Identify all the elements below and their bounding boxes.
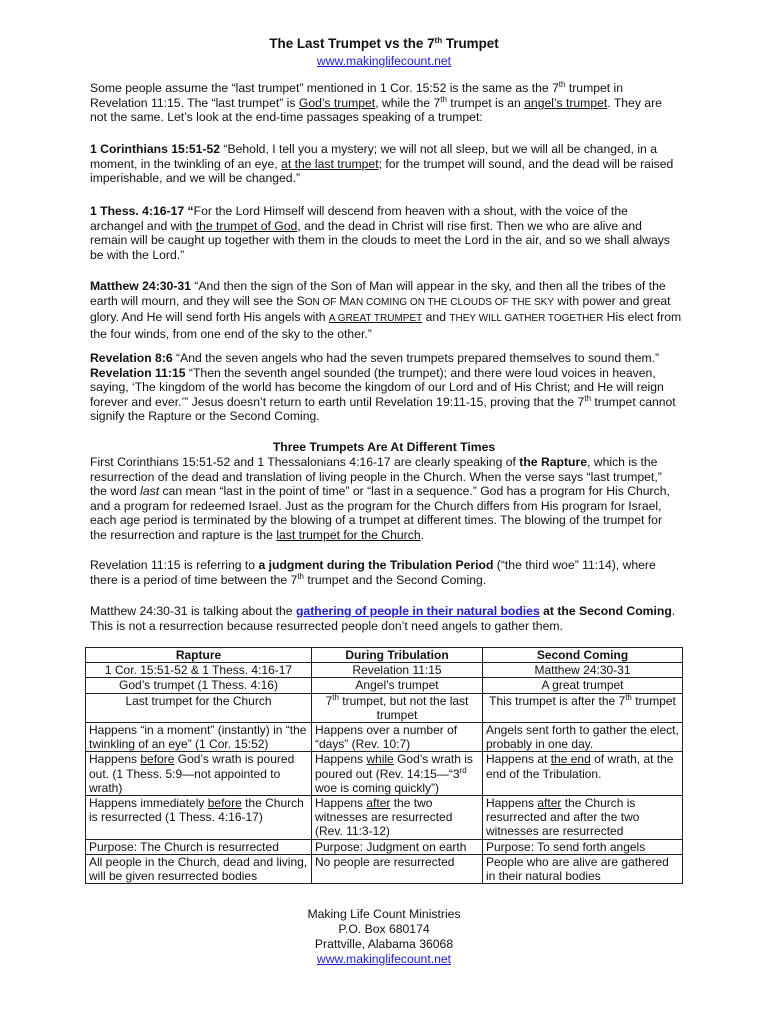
table-row (86, 678, 683, 693)
table-cell: No people are resurrected (312, 854, 483, 883)
header-second-coming: Second Coming (483, 648, 683, 663)
table-cell: Happens while God’s wrath is poured out (Rev. 14:15—“3rd woe is coming quickly”) (312, 752, 483, 796)
table-cell: Happens after the Church is resurrected and after the two witnesses are resurrected (483, 796, 683, 840)
footer-box: P.O. Box 680174 (338, 922, 430, 936)
table-cell: 7th trumpet, but not the last trumpet (312, 693, 483, 722)
table-cell: A great trumpet (483, 678, 683, 693)
table-cell: Purpose: Judgment on earth (312, 839, 483, 854)
table-row (86, 693, 683, 722)
footer-org: Making Life Count Ministries (307, 907, 461, 921)
table-row (86, 663, 683, 678)
thess-paragraph: 1 Thess. 4:16-17 “For the Lord Himself will descend from heaven with a shout, with the voice of the archangel and with the trumpet of God, and the dead in Christ will rise first. Then we who are alive and remain will be caught up together with them in the clouds to meet the Lord in the air, and so we shall always be with the Lord.” (90, 204, 670, 262)
table-cell: Revelation 11:15 (312, 663, 483, 678)
gathering-link[interactable]: gathering of people in their natural bodies (295, 604, 540, 618)
table-cell: Happens immediately before the Church is resurrected (1 Thess. 4:16-17) (86, 796, 312, 840)
section-heading: Three Trumpets Are At Different Times (272, 440, 496, 454)
table-cell: All people in the Church, dead and living, will be given resurrected bodies (86, 854, 312, 883)
table-cell: People who are alive are gathered in their natural bodies (483, 854, 683, 883)
table-cell: Happens before God’s wrath is poured out. (1 Thess. 5:9—not appointed to wrath) (86, 752, 312, 796)
table-row (86, 839, 683, 854)
footer (0, 907, 768, 967)
matthew-paragraph: Matthew 24:30-31 “And then the sign of the Son of Man will appear in the sky, and then all the tribes of the earth will mourn, and they will see the SON OF MAN COMING ON THE CLOUDS OF THE SKY with power and great glory. And He will send forth His angels with A GREAT TRUMPET and THEY WILL GATHER TOGETHER His elect from the four winds, from one end of the sky to the other.” (90, 279, 682, 341)
comparison-table (85, 647, 683, 884)
table-cell: Happens “in a moment” (instantly) in “the twinkling of an eye” (1 Cor. 15:52) (86, 723, 312, 752)
header-link-row (0, 54, 768, 69)
table-row (86, 752, 683, 796)
three-trumpets-paragraph: First Corinthians 15:51-52 and 1 Thessalonians 4:16-17 are clearly speaking of the Rapture, which is the resurrection of the dead and translation of living people in the Church. When the verse says “last trumpet,” the word last can mean “last in the point of time” or “last in a sequence.” God has a program for His Church, and a program for redeemed Israel. Just as the program for the Church differs from His program for Israel, each age period is terminated by the blowing of a trumpet at different times. The blowing of the trumpet for the resurrection and rapture is the last trumpet for the Church. (90, 455, 670, 542)
table-cell: Angel’s trumpet (312, 678, 483, 693)
table-header-row (86, 648, 683, 663)
table-row (86, 723, 683, 752)
site-link[interactable]: www.makinglifecount.net (316, 54, 452, 68)
cor-paragraph: 1 Corinthians 15:51-52 “Behold, I tell you a mystery; we will not all sleep, but we will all be changed, in a moment, in the twinkling of an eye, at the last trumpet; for the trumpet will sound, and the dead will be raised imperishable, and we will be changed.” (90, 142, 674, 186)
table-cell: Last trumpet for the Church (86, 693, 312, 722)
revelation-paragraph: Revelation 8:6 “And the seven angels who had the seven trumpets prepared themselves to sound them.” Revelation 11:15 “Then the seventh angel sounded (the trumpet); and there were loud voices in heaven, saying, ‘The kingdom of the world has become the kingdom of our Lord and of His Christ; and He will reign forever and ever.’” Jesus doesn’t return to earth until Revelation 19:11-15, proving that the 7th trumpet cannot signify the Rapture or the Second Coming. (90, 351, 676, 424)
intro-paragraph: Some people assume the “last trumpet” mentioned in 1 Cor. 15:52 is the same as the 7th trumpet in Revelation 11:15. The “last trumpet” is God’s trumpet, while the 7th trumpet is an angel’s trumpet. They are not the same. Let’s look at the end-time passages speaking of a trumpet: (90, 80, 662, 125)
page-title: The Last Trumpet vs the 7th Trumpet (269, 36, 499, 51)
table-cell: This trumpet is after the 7th trumpet (483, 693, 683, 722)
matthew-gathering-paragraph: Matthew 24:30-31 is talking about the gathering of people in their natural bodies at the Second Coming. This is not a resurrection because resurrected people don’t need angels to gather them. (90, 604, 676, 633)
table-row (86, 854, 683, 883)
table-cell: Angels sent forth to gather the elect, probably in one day. (483, 723, 683, 752)
table-cell: Happens over a number of “days” (Rev. 10:7) (312, 723, 483, 752)
table-row (86, 796, 683, 840)
table-cell: God’s trumpet (1 Thess. 4:16) (86, 678, 312, 693)
table-cell: Happens at the end of wrath, at the end of the Tribulation. (483, 752, 683, 796)
table-cell: Happens after the two witnesses are resurrected (Rev. 11:3-12) (312, 796, 483, 840)
header-rapture: Rapture (86, 648, 312, 663)
table-cell: Purpose: The Church is resurrected (86, 839, 312, 854)
table-cell: 1 Cor. 15:51-52 & 1 Thess. 4:16-17 (86, 663, 312, 678)
footer-link[interactable]: www.makinglifecount.net (316, 952, 452, 966)
table-cell: Matthew 24:30-31 (483, 663, 683, 678)
revelation-judgment-paragraph: Revelation 11:15 is referring to a judgment during the Tribulation Period (“the third woe” 11:14), where there is a period of time between the 7th trumpet and the Second Coming. (90, 558, 656, 587)
table-cell: Purpose: To send forth angels (483, 839, 683, 854)
footer-city: Prattville, Alabama 36068 (314, 937, 454, 951)
header-tribulation: During Tribulation (312, 648, 483, 663)
